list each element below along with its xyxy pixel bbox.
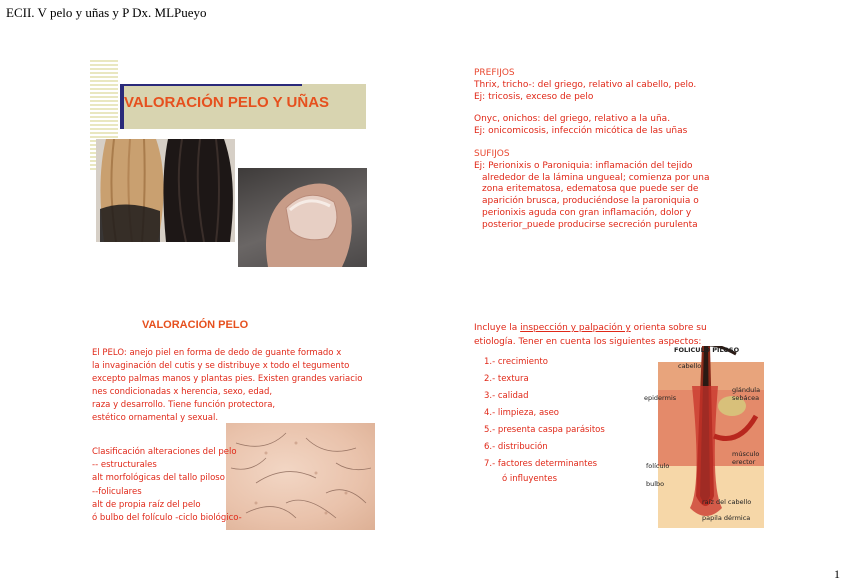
onyc-example: Ej: onicomicosis, infección micótica de las uñas (474, 126, 688, 137)
slide3-title: VALORACIÓN PELO (142, 319, 249, 331)
intro-text: Incluye la (474, 323, 521, 333)
label-musculo: músculo (732, 450, 760, 458)
hair-follicle-diagram (644, 346, 764, 528)
prefijos-line: Thrix, tricho-: del griego, relativo al cabello, pelo. (474, 79, 697, 90)
label-glandula: glándula (732, 386, 761, 394)
document-header: ECII. V pelo y uñas y P Dx. MLPueyo (6, 5, 207, 20)
sufijos-line: posterior_puede producirse secreción purulenta (482, 219, 698, 230)
diagram-title: FOLICULO PILOSO (674, 346, 740, 354)
class-line: ó bulbo del folículo -ciclo biológico- (92, 513, 242, 524)
list-item: 2.- textura (484, 374, 529, 384)
class-line: alt morfológicas del tallo piloso (92, 473, 225, 484)
list-item: 7.- factores determinantes (484, 459, 598, 469)
body-line: estético ornamental y sexual. (92, 413, 219, 423)
sufijos-line: Ej: Perionixis o Paroniquia: inflamación del tejido (474, 160, 693, 171)
class-line: -- estructurales (92, 460, 157, 471)
list-item: 1.- crecimiento (484, 357, 548, 367)
label-papila: papila dérmica (702, 514, 751, 522)
nail-photo (238, 168, 367, 267)
page-number: 1 (834, 567, 840, 581)
label-erector: erector (732, 458, 756, 466)
aspects-list (484, 354, 634, 486)
onyc-line: Onyc, onichos: del griego, relativo a la uña. (474, 114, 671, 125)
list-item: 6.- distribución (484, 442, 548, 452)
label-cabello: cabello (678, 362, 702, 370)
body-line: raza y desarrollo. Tiene función protectora, (92, 400, 276, 410)
intro-underlined: inspección y palpación y (520, 323, 631, 333)
body-line: El PELO: anejo piel en forma de dedo de guante formado x (92, 348, 342, 358)
sufijos-line: aparición brusca, produciéndose la paroniquia o (482, 196, 699, 207)
body-line: excepto palmas manos y plantas pies. Existen grandes variacio (92, 374, 363, 384)
sufijos-heading: SUFIJOS (474, 148, 510, 159)
body-line: nes condicionadas x herencia, sexo, edad, (92, 387, 273, 397)
slide2-terms (474, 68, 734, 232)
list-item: 3.- calidad (484, 391, 529, 401)
intro-line: etiología. Tener en cuenta los siguientes aspectos: (474, 337, 702, 347)
title-accent-line (120, 84, 302, 86)
label-foliculo: folículo (646, 462, 670, 470)
slide1-title: VALORACIÓN PELO Y UÑAS (124, 94, 330, 111)
sufijos-line: alrededor de la lámina ungueal; comienza por una (482, 172, 710, 183)
list-item: 4.- limpieza, aseo (484, 408, 560, 418)
classification-list (92, 446, 262, 525)
label-bulbo: bulbo (646, 480, 665, 488)
label-epidermis: epidermis (644, 394, 677, 402)
sufijos-line: perionixis aguda con gran inflamación, dolor y (482, 207, 692, 218)
class-line: alt de propia raíz del pelo (92, 499, 201, 510)
list-item-continuation: ó influyentes (502, 474, 558, 484)
prefijos-example: Ej: tricosis, exceso de pelo (474, 91, 594, 102)
label-raiz: raíz del cabello (702, 498, 752, 506)
class-line: Clasificación alteraciones del pelo (92, 447, 237, 457)
sufijos-line: zona eritematosa, edematosa que puede ser de (482, 184, 699, 195)
label-sebacea: sebácea (732, 394, 760, 402)
class-line: --foliculares (92, 486, 142, 497)
prefijos-heading: PREFIJOS (474, 68, 515, 78)
slide4-intro (474, 321, 724, 349)
intro-text: orienta sobre su (630, 323, 707, 333)
body-line: la invaginación del cutis y se distribuye x todo el tegumento (92, 361, 350, 371)
pelo-definition (92, 347, 382, 425)
list-item: 5.- presenta caspa parásitos (484, 425, 605, 435)
hair-photo (96, 139, 235, 242)
